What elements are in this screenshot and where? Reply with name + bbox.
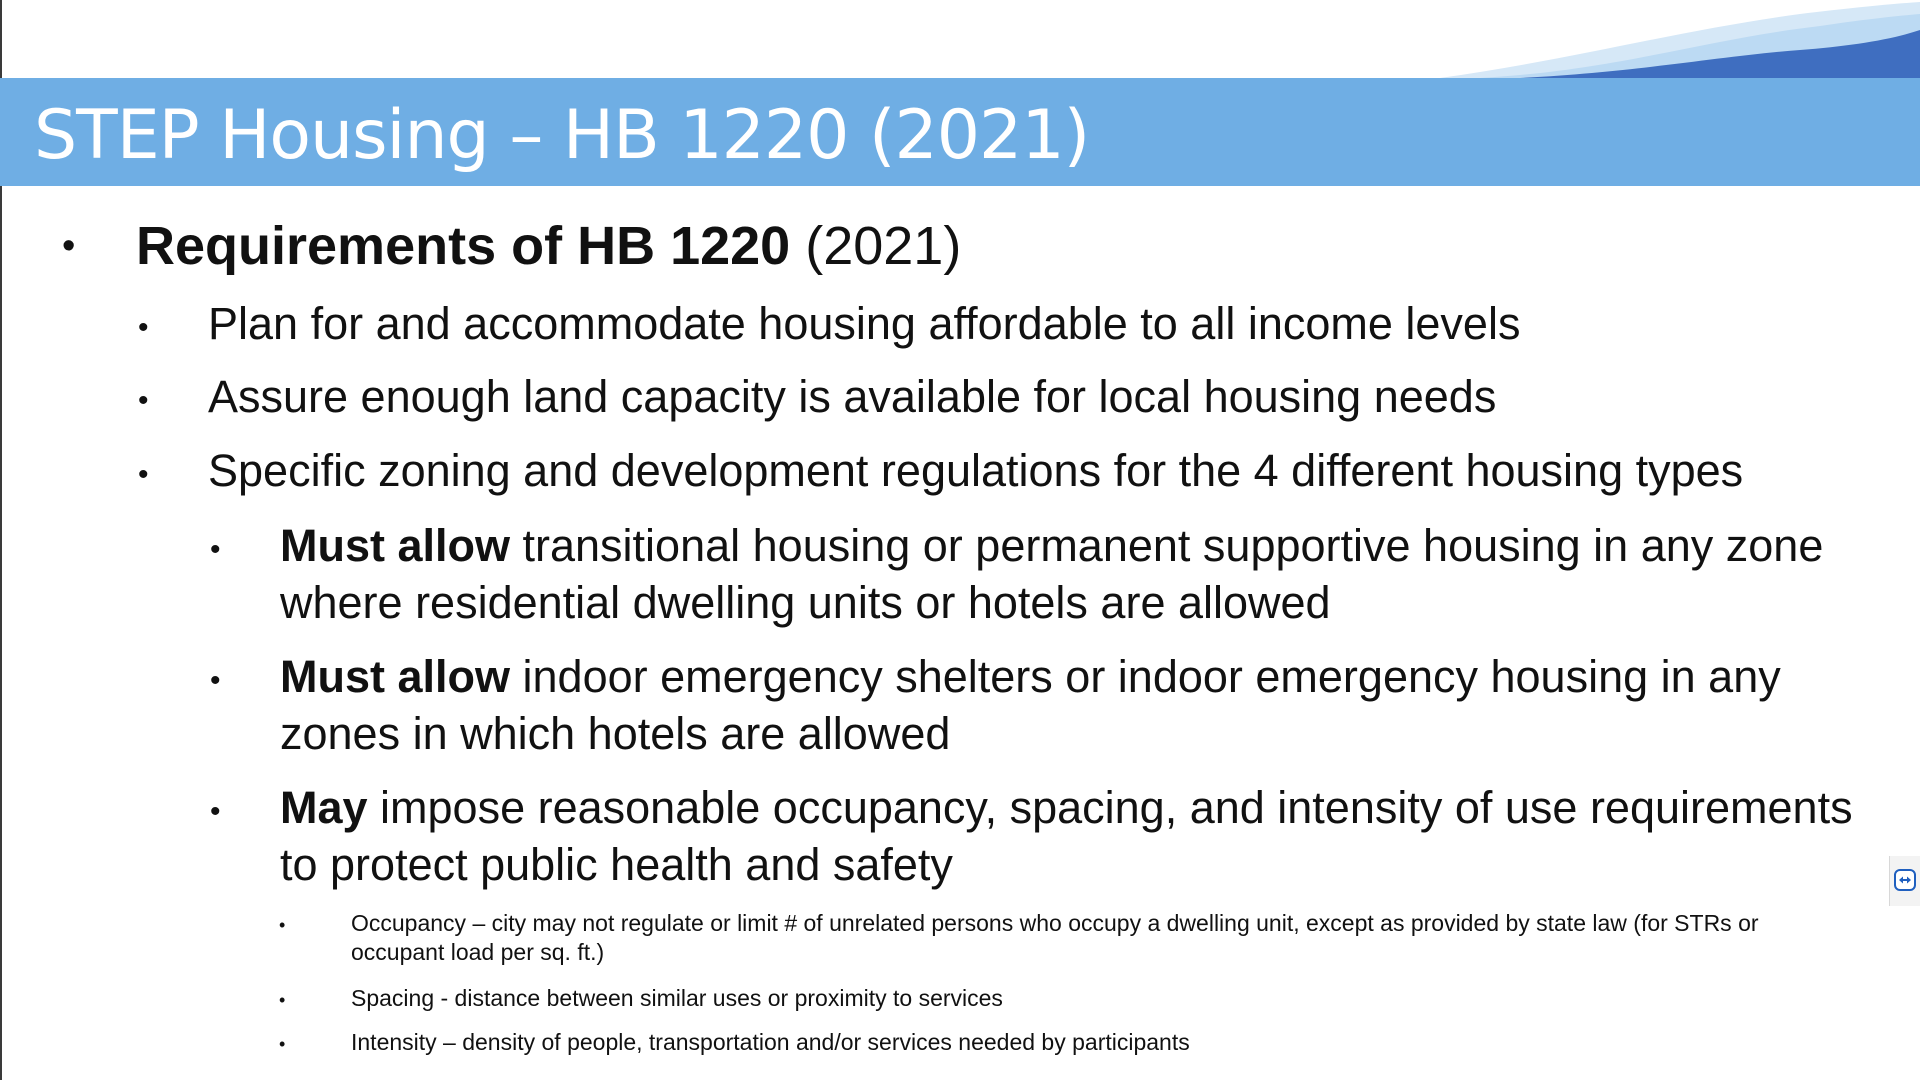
list-item: [210, 779, 1860, 893]
decorative-wave: [920, 0, 1920, 90]
sub-point-bold: May: [280, 782, 368, 833]
slide-title: STEP Housing – HB 1220 (2021): [34, 96, 1090, 175]
bullet-dot: •: [62, 225, 76, 267]
detail-text: Spacing - distance between similar uses or proximity to services: [351, 985, 1003, 1011]
sub-point-bold: Must allow: [280, 520, 511, 571]
bullet-dot: •: [210, 533, 221, 566]
heading-bullet: [62, 213, 962, 279]
point-text: Plan for and accommodate housing affordable to all income levels: [208, 298, 1521, 349]
point-text: Specific zoning and development regulations for the 4 different housing types: [208, 445, 1744, 496]
list-item: [138, 443, 1744, 499]
bullet-dot: •: [279, 1034, 286, 1054]
bullet-dot: •: [279, 990, 286, 1010]
sub-point-bold: Must allow: [280, 651, 511, 702]
list-item: [210, 517, 1860, 631]
remote-control-tab[interactable]: [1889, 856, 1920, 906]
bullet-dot: •: [210, 795, 221, 828]
bullet-dot: •: [138, 311, 149, 344]
remote-control-icon: [1894, 869, 1916, 891]
list-item: [210, 648, 1860, 762]
list-item: [138, 296, 1521, 352]
list-item: [279, 984, 1851, 1013]
heading-year: (2021): [790, 216, 962, 276]
sub-point-text: indoor emergency shelters or indoor emergency housing in any zones in which hotels are allowed: [280, 651, 1781, 759]
sub-point-text: transitional housing or permanent supportive housing in any zone where residential dwelling units or hotels are allowed: [280, 520, 1824, 628]
detail-text: Occupancy – city may not regulate or limit # of unrelated persons who occupy a dwelling unit, except as provided by state law (for STRs or occupant load per sq. ft.): [351, 910, 1759, 965]
bullet-dot: •: [279, 915, 286, 935]
list-item: [279, 1028, 1851, 1057]
detail-text: Intensity – density of people, transportation and/or services needed by participants: [351, 1029, 1190, 1055]
bullet-dot: •: [210, 664, 221, 697]
heading-bold: Requirements of HB 1220: [136, 216, 791, 276]
bullet-dot: •: [138, 384, 149, 417]
bullet-dot: •: [138, 458, 149, 491]
list-item: [279, 909, 1851, 967]
point-text: Assure enough land capacity is available for local housing needs: [208, 371, 1497, 422]
list-item: [138, 369, 1497, 425]
sub-point-text: impose reasonable occupancy, spacing, and intensity of use requirements to protect public health and safety: [280, 782, 1853, 890]
